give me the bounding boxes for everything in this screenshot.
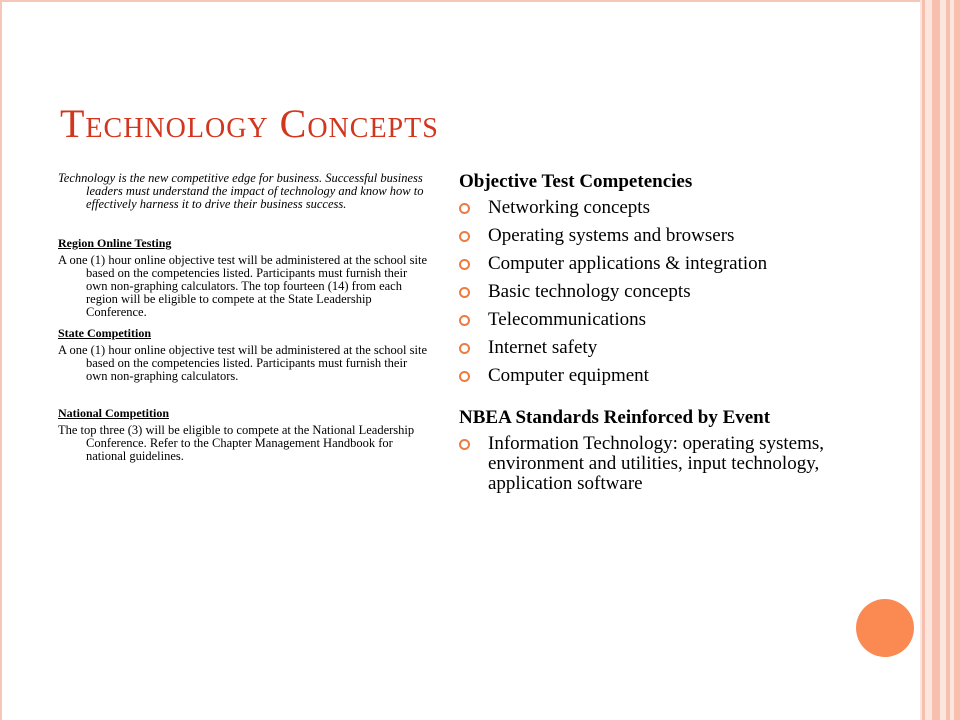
circle-bullet-icon [459,343,470,354]
circle-bullet-icon [459,259,470,270]
list-item: Computer applications & integration [459,254,839,274]
decorative-orb [856,599,914,657]
section-heading-region: Region Online Testing [58,236,172,250]
list-item: Information Technology: operating systems, environment and utilities, input technology, application software [459,434,839,494]
intro-text: Technology is the new competitive edge for business. Successful business leaders must understand the impact of technology and know how to effectively harness it to drive their business success. [58,171,424,211]
list-item: Basic technology concepts [459,282,839,302]
right-column [459,172,839,502]
section-text-state: A one (1) hour online objective test will be administered at the school site based on the competencies listed. Participants must furnish their own non-graphing calculators. [58,343,428,383]
circle-bullet-icon [459,203,470,214]
slide-title: Technology Concepts [60,101,439,146]
list-item: Internet safety [459,338,839,358]
list-item: Networking concepts [459,198,839,218]
circle-bullet-icon [459,439,470,450]
nbea-list [459,434,839,494]
nbea-heading: NBEA Standards Reinforced by Event [459,407,771,428]
section-heading-national: National Competition [58,406,169,420]
section-heading-state: State Competition [58,326,151,340]
left-column [58,172,428,463]
list-item: Operating systems and browsers [459,226,839,246]
competencies-list [459,198,839,386]
circle-bullet-icon [459,371,470,382]
competencies-heading: Objective Test Competencies [459,171,693,192]
list-item: Telecommunications [459,310,839,330]
circle-bullet-icon [459,315,470,326]
circle-bullet-icon [459,287,470,298]
circle-bullet-icon [459,231,470,242]
section-text-national: The top three (3) will be eligible to compete at the National Leadership Conference. Refer to the Chapter Management Handbook for national guidelines. [58,423,415,463]
list-item: Computer equipment [459,366,839,386]
section-text-region: A one (1) hour online objective test will be administered at the school site based on the competencies listed. Participants must furnish their own non-graphing calculators. The top fourteen (14) from each region will be eligible to compete at the State Leadership Conference. [58,253,428,319]
decorative-stripes [920,0,960,720]
